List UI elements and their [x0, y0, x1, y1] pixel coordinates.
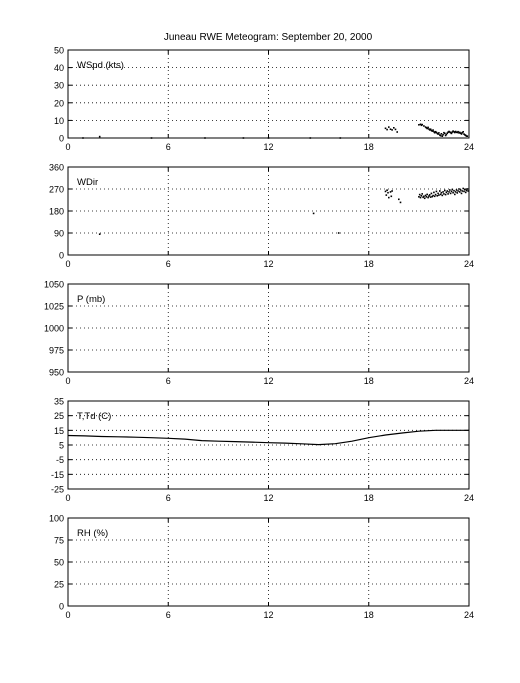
wspd-data-point	[423, 125, 425, 127]
pressure-xtick-label: 18	[363, 376, 374, 386]
wspd-ytick-label: 30	[53, 80, 64, 91]
wdir-data-point	[463, 191, 465, 193]
temperature-ytick-label: 15	[53, 425, 64, 436]
wdir-data-point	[431, 193, 433, 195]
wdir-data-point	[447, 193, 449, 195]
wspd-data-point	[243, 137, 245, 139]
wdir-data-point	[437, 193, 439, 195]
temperature-xtick-label: 18	[363, 493, 374, 503]
wdir-data-point	[418, 196, 420, 198]
wdir-panel	[49, 163, 474, 270]
wdir-data-point	[441, 192, 443, 194]
wspd-data-point	[467, 135, 469, 137]
wdir-data-point	[452, 192, 454, 194]
temperature-ytick-label: 25	[53, 411, 64, 422]
wdir-data-point	[460, 189, 462, 191]
wdir-data-point	[390, 191, 392, 193]
wdir-data-point	[386, 194, 388, 196]
wdir-data-point	[99, 233, 101, 235]
wspd-panel	[54, 46, 474, 153]
wdir-data-point	[388, 197, 390, 199]
wdir-data-point	[466, 190, 468, 192]
rh-ytick-label: 0	[58, 601, 64, 612]
wdir-data-point	[465, 192, 467, 194]
wdir-xtick-label: 0	[65, 259, 71, 269]
wdir-data-point	[387, 192, 389, 194]
wdir-data-point	[440, 194, 442, 196]
wspd-data-point	[438, 132, 440, 134]
wdir-data-point	[313, 213, 315, 215]
wdir-ytick-label: 0	[58, 250, 64, 261]
wspd-data-point	[462, 131, 464, 133]
wdir-data-point	[456, 189, 458, 191]
wdir-data-point	[391, 190, 393, 192]
wspd-xtick-label: 12	[263, 142, 274, 152]
wdir-data-point	[432, 195, 434, 197]
wdir-data-point	[464, 189, 466, 191]
wdir-data-point	[445, 194, 447, 196]
temperature-xtick-label: 24	[463, 493, 475, 503]
wdir-data-point	[453, 190, 455, 192]
wdir-data-point	[446, 192, 448, 194]
wspd-ytick-label: 10	[53, 115, 64, 126]
pressure-xtick-label: 24	[463, 376, 475, 386]
wspd-data-point	[388, 126, 390, 128]
wspd-data-point	[421, 124, 423, 126]
pressure-xtick-label: 12	[263, 376, 274, 386]
temperature-ytick-label: -25	[50, 484, 64, 495]
wdir-data-point	[436, 191, 438, 193]
wdir-data-point	[438, 194, 440, 196]
wdir-data-point	[454, 194, 456, 196]
wspd-ytick-label: 50	[53, 45, 64, 56]
rh-ytick-label: 25	[53, 579, 64, 590]
wdir-data-point	[442, 191, 444, 193]
wdir-data-point	[425, 195, 427, 197]
pressure-ytick-label: 1000	[43, 323, 64, 334]
rh-xtick-label: 6	[165, 610, 171, 620]
wdir-data-point	[421, 193, 423, 195]
wdir-data-point	[391, 196, 393, 198]
wdir-data-point	[462, 188, 464, 190]
wdir-data-point	[451, 191, 453, 193]
wspd-xtick-label: 0	[65, 142, 71, 152]
wdir-data-point	[386, 189, 388, 191]
wspd-data-point	[204, 137, 206, 139]
wspd-ytick-label: 0	[58, 133, 64, 144]
wdir-data-point	[426, 196, 428, 198]
wspd-data-point	[82, 137, 84, 139]
wspd-xtick-label: 24	[463, 142, 475, 152]
wdir-ytick-label: 360	[48, 162, 64, 173]
temperature-xtick-label: 0	[65, 493, 71, 503]
wspd-ytick-label: 20	[53, 98, 64, 109]
wspd-data-point	[444, 133, 446, 135]
wspd-data-point	[310, 137, 312, 139]
wdir-data-point	[462, 190, 464, 192]
wdir-data-point	[448, 191, 450, 193]
wspd-xtick-label: 18	[363, 142, 374, 152]
wdir-data-point	[437, 195, 439, 197]
rh-label: RH (%)	[77, 528, 109, 539]
temperature-ytick-label: -15	[50, 469, 64, 480]
wdir-data-point	[450, 193, 452, 195]
wdir-data-point	[338, 232, 340, 234]
wdir-data-point	[424, 198, 426, 200]
temperature-label: T,Td (C)	[77, 411, 112, 422]
wdir-data-point	[435, 194, 437, 196]
wdir-data-point	[429, 194, 431, 196]
wspd-ytick-label: 40	[53, 63, 64, 74]
wdir-data-point	[447, 190, 449, 192]
rh-xtick-label: 0	[65, 610, 71, 620]
wdir-data-point	[467, 188, 469, 190]
wdir-data-point	[455, 191, 457, 193]
wdir-data-point	[443, 193, 445, 195]
wspd-xtick-label: 6	[165, 142, 171, 152]
wdir-xtick-label: 12	[263, 259, 274, 269]
figure-title: Juneau RWE Meteogram: September 20, 2000	[163, 32, 373, 43]
wdir-data-point	[467, 190, 469, 192]
wspd-data-point	[396, 131, 398, 133]
wspd-data-point	[151, 137, 153, 139]
wdir-xtick-label: 6	[165, 259, 171, 269]
wspd-data-point	[385, 128, 387, 130]
rh-xtick-label: 24	[463, 610, 475, 620]
temperature-ytick-label: 35	[53, 396, 64, 407]
wdir-data-point	[420, 197, 422, 199]
rh-ytick-label: 75	[53, 535, 64, 546]
wdir-data-point	[430, 196, 432, 198]
wdir-data-point	[385, 191, 387, 193]
wspd-data-point	[268, 137, 270, 139]
wspd-data-point	[340, 137, 342, 139]
pressure-ytick-label: 950	[48, 367, 64, 378]
wspd-data-point	[390, 128, 392, 130]
wdir-data-point	[433, 192, 435, 194]
wdir-ytick-label: 90	[53, 228, 64, 239]
rh-ytick-label: 100	[48, 513, 64, 524]
wspd-data-point	[393, 127, 395, 129]
wdir-data-point	[421, 195, 423, 197]
wdir-data-point	[457, 190, 459, 192]
pressure-label: P (mb)	[77, 294, 106, 305]
wdir-data-point	[457, 192, 459, 194]
wdir-data-point	[461, 193, 463, 195]
wdir-data-point	[459, 191, 461, 193]
wdir-data-point	[423, 196, 425, 198]
wspd-data-point	[395, 129, 397, 131]
wspd-data-point	[418, 124, 420, 126]
rh-ytick-label: 50	[53, 557, 64, 568]
rh-xtick-label: 18	[363, 610, 374, 620]
wdir-data-point	[434, 196, 436, 198]
temperature-panel	[51, 397, 474, 504]
wspd-data-point	[441, 133, 443, 135]
pressure-xtick-label: 6	[165, 376, 171, 386]
wspd-data-point	[427, 127, 429, 129]
rh-panel	[49, 514, 474, 621]
pressure-ytick-label: 1050	[43, 279, 64, 290]
wspd-data-point	[442, 134, 444, 136]
wspd-data-point	[451, 133, 453, 135]
pressure-xtick-label: 0	[65, 376, 71, 386]
temperature-ytick-label: -5	[55, 455, 64, 466]
pressure-panel	[44, 280, 474, 387]
wdir-data-point	[452, 189, 454, 191]
wdir-xtick-label: 24	[463, 259, 475, 269]
wdir-data-point	[442, 195, 444, 197]
wdir-data-point	[400, 202, 402, 204]
wdir-data-point	[426, 194, 428, 196]
wdir-label: WDir	[77, 177, 99, 188]
wdir-data-point	[449, 189, 451, 191]
wspd-data-point	[440, 135, 442, 137]
wspd-data-point	[442, 135, 444, 137]
wdir-ytick-label: 270	[48, 184, 64, 195]
wspd-data-point	[391, 129, 393, 131]
wspd-data-point	[386, 129, 388, 131]
wdir-data-point	[439, 190, 441, 192]
wdir-ytick-label: 180	[48, 206, 64, 217]
temperature-ytick-label: 5	[58, 440, 64, 451]
pressure-ytick-label: 1025	[43, 301, 64, 312]
wdir-data-point	[458, 188, 460, 190]
temperature-xtick-label: 12	[263, 493, 274, 503]
wspd-data-point	[432, 129, 434, 131]
wdir-data-point	[419, 194, 421, 196]
rh-xtick-label: 12	[263, 610, 274, 620]
pressure-ytick-label: 975	[48, 345, 64, 356]
temperature-xtick-label: 6	[165, 493, 171, 503]
wdir-data-point	[444, 190, 446, 192]
wdir-xtick-label: 18	[363, 259, 374, 269]
wspd-label: WSpd (kts)	[77, 60, 124, 71]
wdir-data-point	[427, 197, 429, 199]
wspd-data-point	[99, 136, 101, 138]
wdir-data-point	[398, 199, 400, 201]
